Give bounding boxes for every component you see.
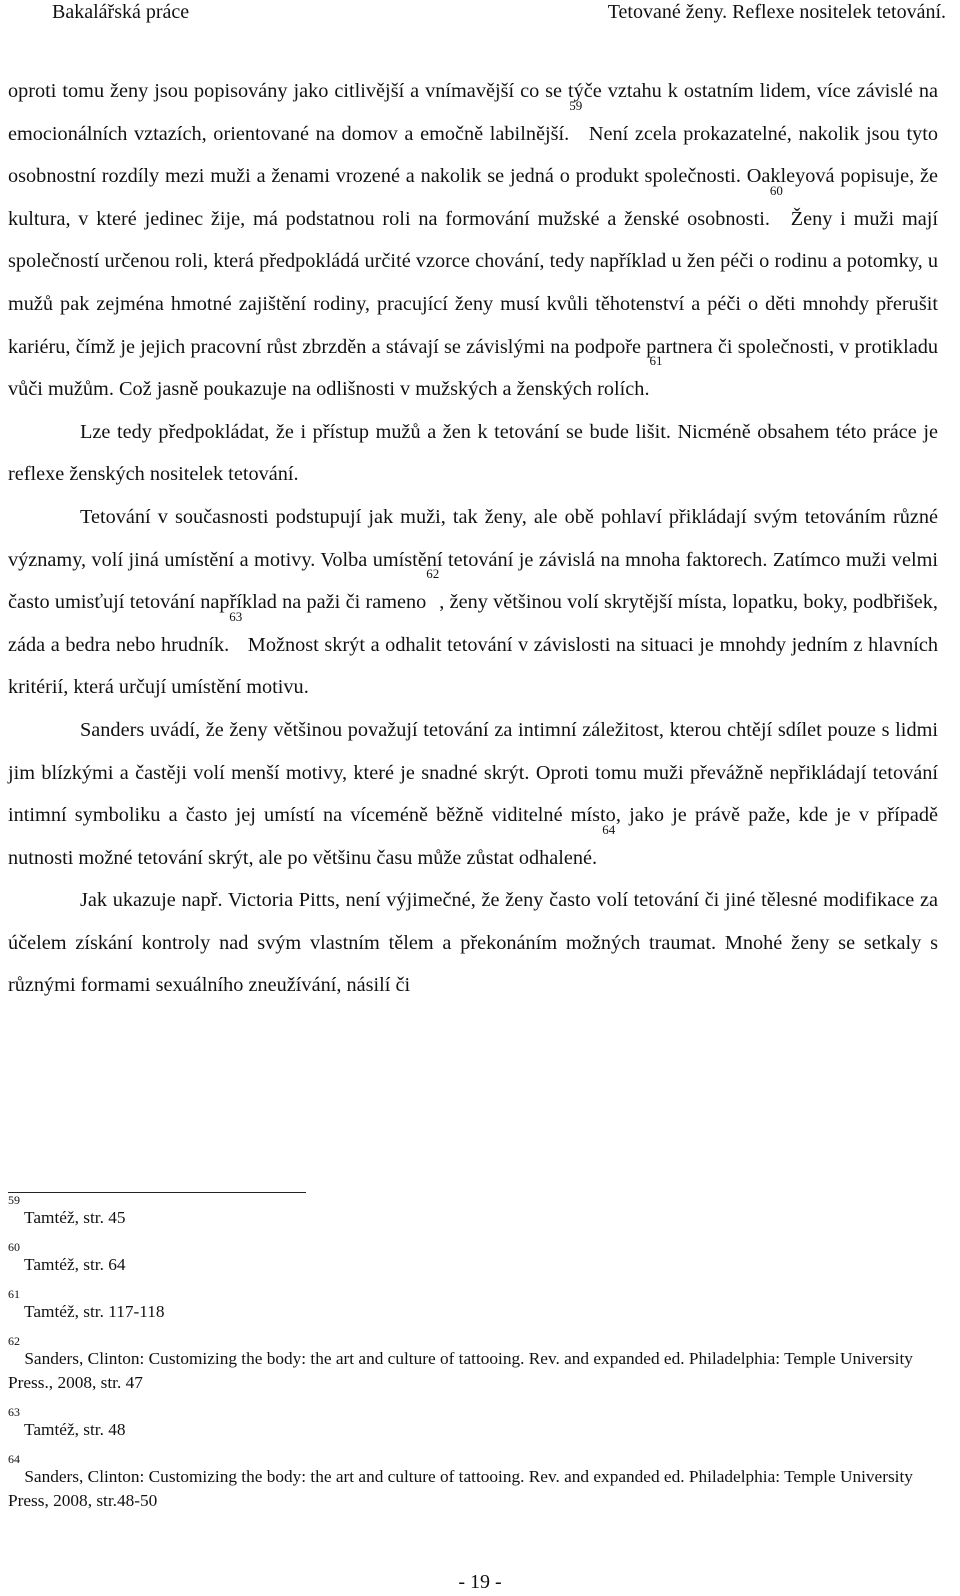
paragraph-text: Tetování v současnosti podstupují jak muži, tak ženy, ale obě pohlaví přikládají svým tetováním různé významy, volí jiná umístění a motivy. Volba umístění tetování je závislá na mnoha faktorech. Zatímco muži velmi často umisťují tetování například na paži či rameno bbox=[8, 505, 938, 614]
footnote-64 bbox=[8, 1452, 940, 1513]
footnote-60 bbox=[8, 1240, 940, 1277]
header-thesis-title: Tetované ženy. Reflexe nositelek tetování. bbox=[607, 1, 946, 23]
paragraph-1 bbox=[8, 70, 938, 411]
footnote-text: Tamtéž, str. 48 bbox=[20, 1420, 126, 1439]
paragraph-text: oproti tomu ženy jsou popisovány jako citlivější a vnímavější co se týče vztahu k ostatním lidem, více závislé na emocionálních vztazích, orientované na domov a emočně labilnější. bbox=[8, 80, 938, 145]
footnote-text: Tamtéž, str. 64 bbox=[20, 1255, 126, 1274]
footnote-number: 61 bbox=[8, 1287, 20, 1301]
paragraph-3 bbox=[8, 496, 938, 709]
footnote-ref-59[interactable]: 59 bbox=[569, 97, 583, 113]
paragraph-4 bbox=[8, 709, 938, 879]
footnote-number: 60 bbox=[8, 1240, 20, 1254]
paragraph-text: Jak ukazuje např. Victoria Pitts, není výjimečné, že ženy často volí tetování či jiné tělesné modifikace za účelem získání kontroly nad svým vlastním tělem a překonáním možných traumat. Mnohé ženy se setkaly s různými formami sexuálního zneužívání, násilí či bbox=[8, 889, 938, 997]
footnote-59 bbox=[8, 1193, 940, 1230]
footnote-ref-62[interactable]: 62 bbox=[426, 566, 440, 582]
paragraph-5 bbox=[8, 879, 938, 1007]
footnote-number: 63 bbox=[8, 1405, 20, 1419]
footnote-separator bbox=[8, 1192, 306, 1193]
paragraph-text: Ženy i muži mají společností určenou roli, která předpokládá určité vzorce chování, tedy například u žen péči o rodinu a potomky, u mužů pak zejména hmotné zajištění rodiny, pracující ženy musí kvůli těhotenství a péči o děti mnohdy přerušit kariéru, čímž je jejich pracovní růst zbrzděn a stávají se závislými na podpoře partnera či společnosti, v protikladu vůči mužům. Což jasně poukazuje na odlišnosti v mužských a ženských rolích. bbox=[8, 207, 938, 401]
footnote-number: 62 bbox=[8, 1334, 20, 1348]
footnote-number: 64 bbox=[8, 1452, 20, 1466]
paragraph-text: Není zcela prokazatelné, nakolik jsou tyto osobnostní rozdíly mezi muži a ženami vrozené a nakolik se jedná o produkt společnosti. Oakleyová popisuje, že kultura, v které jedinec žije, má podstatnou roli na formování mužské a ženské osobnosti. bbox=[8, 122, 938, 230]
paragraph-text: , ženy většinou volí skrytější místa, lopatku, boky, podbřišek, záda a bedra nebo hrudník. bbox=[8, 591, 938, 656]
footnote-ref-64[interactable]: 64 bbox=[602, 821, 616, 837]
footnote-ref-60[interactable]: 60 bbox=[769, 182, 783, 198]
footnote-62 bbox=[8, 1334, 940, 1395]
footnote-number: 59 bbox=[8, 1193, 20, 1207]
footnote-ref-63[interactable]: 63 bbox=[229, 608, 243, 624]
footnote-text: Sanders, Clinton: Customizing the body: the art and culture of tattooing. Rev. and expanded ed. Philadelphia: Temple University Press., 2008, str. 47 bbox=[8, 1349, 913, 1392]
footnotes bbox=[8, 1193, 940, 1536]
header-thesis-type: Bakalářská práce bbox=[52, 1, 190, 23]
paragraph-2 bbox=[8, 411, 938, 496]
running-header bbox=[0, 0, 960, 28]
footnote-ref-61[interactable]: 61 bbox=[649, 353, 663, 369]
footnote-text: Sanders, Clinton: Customizing the body: the art and culture of tattooing. Rev. and expanded ed. Philadelphia: Temple University Press, 2008, str.48-50 bbox=[8, 1467, 913, 1510]
paragraph-text: Lze tedy předpokládat, že i přístup mužů a žen k tetování se bude lišit. Nicméně obsahem této práce je reflexe ženských nositelek tetování. bbox=[8, 420, 938, 486]
page-number: - 19 - bbox=[458, 1571, 502, 1593]
paragraph-text: Sanders uvádí, že ženy většinou považují tetování za intimní záležitost, kterou chtějí sdílet pouze s lidmi jim blízkými a častěji volí menší motivy, které je snadné skrýt. Oproti tomu muži převážně nepřikládají tetování intimní symboliku a často jej umístí na víceméně běžně viditelné místo, jako je právě paže, kde je v případě nutnosti možné tetování skrýt, ale po většinu času může zůstat odhalené. bbox=[8, 718, 938, 869]
footnote-text: Tamtéž, str. 45 bbox=[20, 1208, 126, 1227]
paragraph-text: Možnost skrýt a odhalit tetování v závislosti na situaci je mnohdy jedním z hlavních kritérií, která určují umístění motivu. bbox=[8, 633, 938, 699]
footnote-63 bbox=[8, 1405, 940, 1442]
footnote-61 bbox=[8, 1287, 940, 1324]
footnote-text: Tamtéž, str. 117-118 bbox=[20, 1302, 165, 1321]
body-text bbox=[8, 70, 938, 1007]
